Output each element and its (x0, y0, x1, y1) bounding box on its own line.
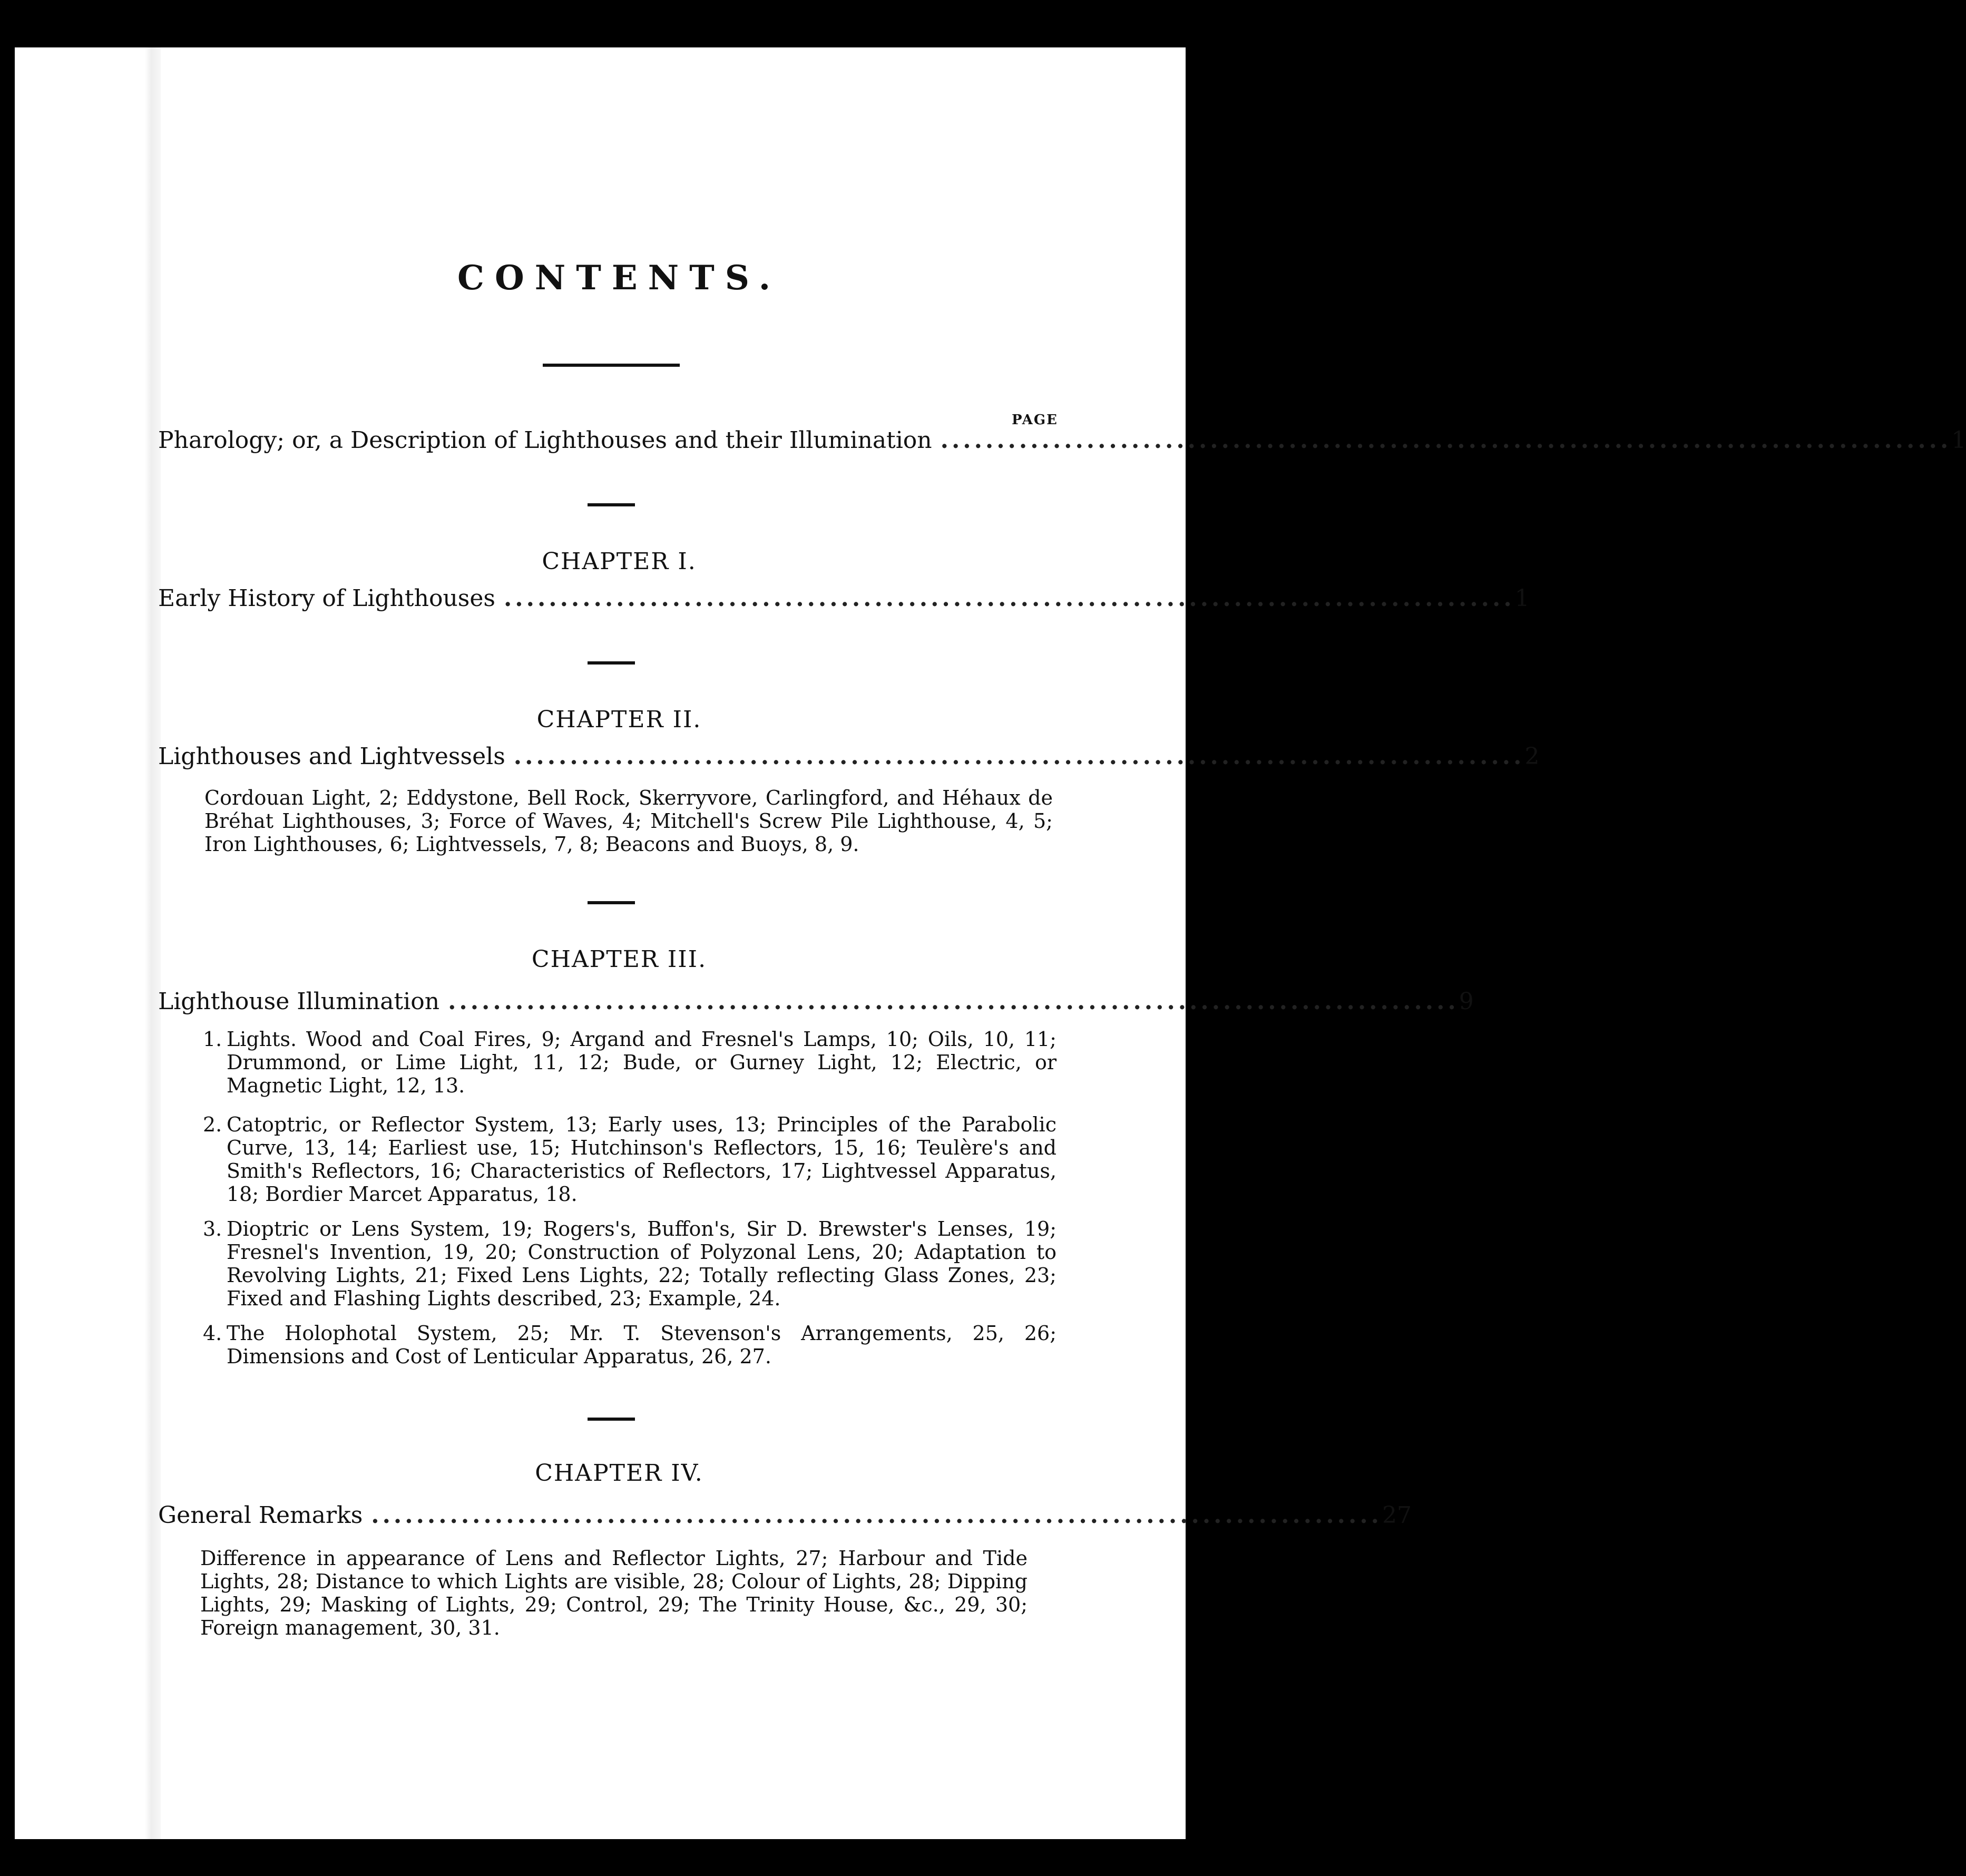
toc-page-number: 27 (1382, 1502, 1412, 1529)
leader-dots: .......................................................................................... (940, 427, 1952, 454)
chapter-heading: CHAPTER III. (531, 946, 707, 973)
chapter-heading: CHAPTER II. (536, 706, 702, 733)
binding-gutter (145, 47, 161, 1839)
section-rule (588, 503, 635, 506)
list-item (203, 1113, 1057, 1206)
toc-entry-label: Pharology; or, a Description of Lighthouses and their Illumination (158, 427, 932, 454)
section-rule (588, 1418, 635, 1421)
toc-page-number: 1 (1514, 585, 1530, 612)
toc-entry-chapter-2[interactable] (158, 743, 1540, 770)
leader-dots: .......................................................................................... (448, 988, 1459, 1015)
item-text: The Holophotal System, 25; Mr. T. Stevenson's Arrangements, 25, 26; Dimensions and Cost of Lenticular Apparatus, 26, 27. (227, 1322, 1057, 1368)
toc-entry-chapter-3[interactable] (158, 988, 1474, 1015)
page-title: CONTENTS. (457, 258, 781, 298)
chapter-description: Cordouan Light, 2; Eddystone, Bell Rock, Skerryvore, Carlingford, and Héhaux de Bréhat Lighthouses, 3; Force of Waves, 4; Mitchell's Screw Pile Lighthouse, 4, 5; Iron Lighthouses, 6; Lightvessels, 7, 8; Beacons and Buoys, 8, 9. (204, 786, 1053, 856)
list-item (203, 1322, 1057, 1368)
chapter-heading: CHAPTER I. (542, 548, 697, 575)
toc-entry-label: Early History of Lighthouses (158, 585, 495, 612)
chapter-description: Difference in appearance of Lens and Reflector Lights, 27; Harbour and Tide Lights, 28; Distance to which Lights are visible, 28; Colour of Lights, 28; Dipping Lights, 29; Masking of Lights, 29; Control, 29; The Trinity House, &c., 29, 30; Foreign management, 30, 31. (200, 1547, 1028, 1639)
item-text: Dioptric or Lens System, 19; Rogers's, Buffon's, Sir D. Brewster's Lenses, 19; Fresnel's Invention, 19, 20; Construction of Polyzonal Lens, 20; Adaptation to Revolving Lights, 21; Fixed Lens Lights, 22; Totally reflecting Glass Zones, 23; Fixed and Flashing Lights described, 23; Example, 24. (227, 1217, 1057, 1310)
item-number: 1. (203, 1028, 222, 1051)
item-text: Lights. Wood and Coal Fires, 9; Argand and Fresnel's Lamps, 10; Oils, 10, 11; Drummond, or Lime Light, 11, 12; Bude, or Gurney Light, 12; Electric, or Magnetic Light, 12, 13. (227, 1028, 1057, 1097)
item-text: Catoptric, or Reflector System, 13; Early uses, 13; Principles of the Parabolic Curve, 13, 14; Earliest use, 15; Hutchinson's Reflectors, 15, 16; Teulère's and Smith's Reflectors, 16; Characteristics of Reflectors, 17; Lightvessel Apparatus, 18; Bordier Marcet Apparatus, 18. (227, 1113, 1057, 1206)
list-item (203, 1028, 1057, 1097)
toc-entry-label: Lighthouses and Lightvessels (158, 743, 505, 770)
chapter-heading: CHAPTER IV. (535, 1460, 703, 1487)
toc-entry-label: General Remarks (158, 1502, 363, 1529)
page-column-label: PAGE (1012, 412, 1058, 428)
leader-dots: .......................................................................................... (371, 1502, 1382, 1529)
toc-page-number: 1 (1951, 427, 1966, 454)
section-rule (588, 901, 635, 904)
toc-entry-chapter-4[interactable] (158, 1502, 1412, 1529)
toc-page-number: 9 (1459, 988, 1474, 1015)
toc-entry-chapter-1[interactable] (158, 585, 1530, 612)
leader-dots: .......................................................................................... (513, 743, 1525, 770)
leader-dots: .......................................................................................... (503, 585, 1515, 612)
item-number: 2. (203, 1113, 222, 1136)
toc-page-number: 2 (1524, 743, 1540, 770)
toc-entry-intro[interactable] (158, 427, 1966, 454)
section-rule (588, 661, 635, 665)
item-number: 4. (203, 1322, 222, 1345)
list-item (203, 1217, 1057, 1310)
toc-entry-label: Lighthouse Illumination (158, 988, 440, 1015)
item-number: 3. (203, 1217, 222, 1240)
title-rule (543, 364, 680, 367)
